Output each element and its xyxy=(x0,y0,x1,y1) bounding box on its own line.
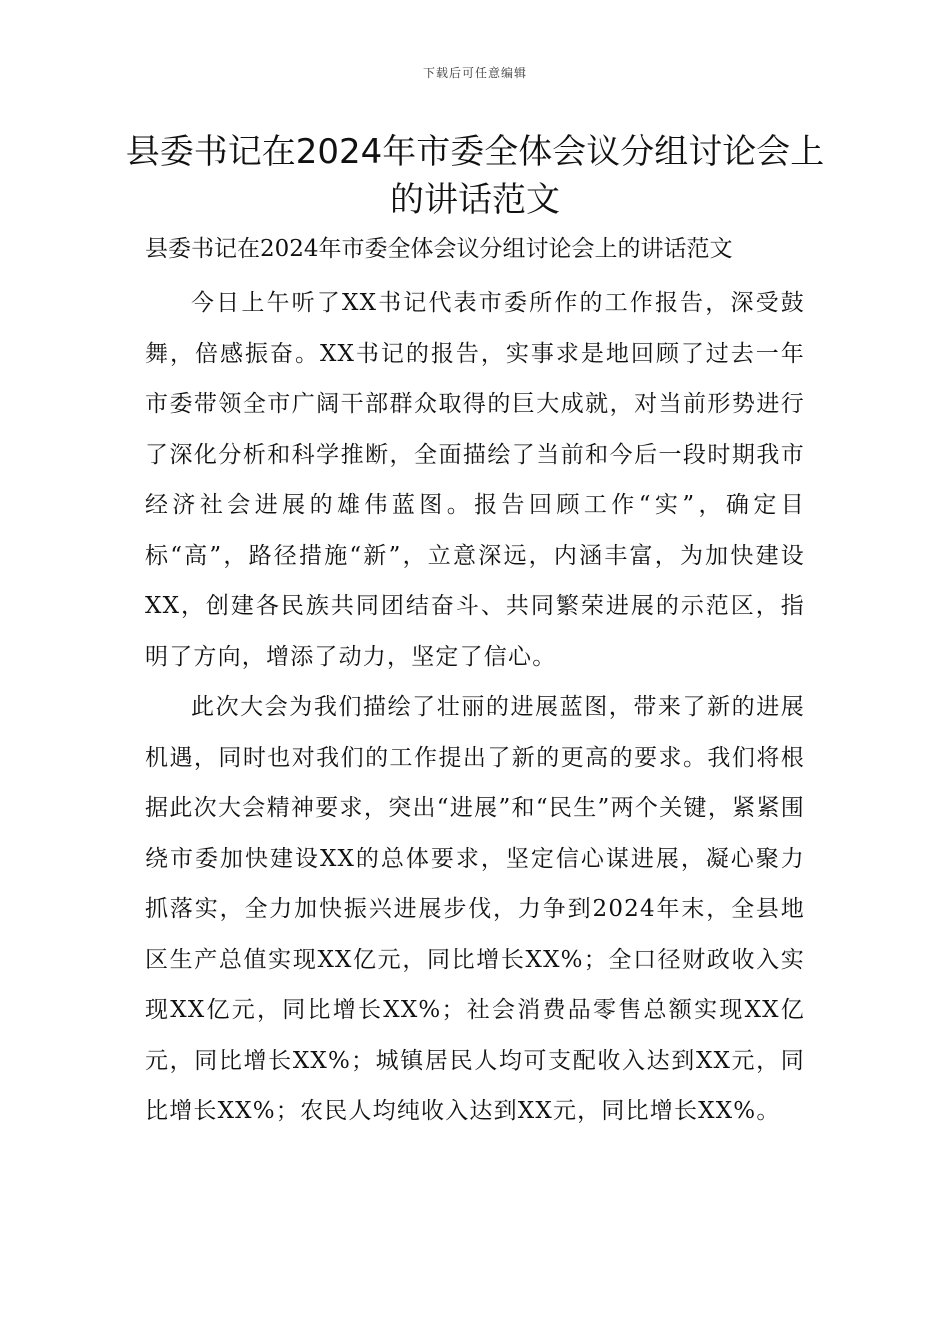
document-body xyxy=(145,278,805,1137)
paragraph: 此次大会为我们描绘了壮丽的进展蓝图，带来了新的进展机遇，同时也对我们的工作提出了新的更高的要求。我们将根据此次大会精神要求，突出“进展”和“民生”两个关键，紧紧围绕市委加快建设XX的总体要求，坚定信心谋进展，凝心聚力抓落实，全力加快振兴进展步伐，力争到2024年末，全县地区生产总值实现XX亿元，同比增长XX%；全口径财政收入实现XX亿元，同比增长XX%；社会消费品零售总额实现XX亿元，同比增长XX%；城镇居民人均可支配收入达到XX元，同比增长XX%；农民人均纯收入达到XX元，同比增长XX%。 xyxy=(145,694,805,1124)
paragraph: 今日上午听了XX书记代表市委所作的工作报告，深受鼓舞，倍感振奋。XX书记的报告，实事求是地回顾了过去一年市委带领全市广阔干部群众取得的巨大成就，对当前形势进行了深化分析和科学推断，全面描绘了当前和今后一段时期我市经济社会进展的雄伟蓝图。报告回顾工作“实”，确定目标“高”，路径措施“新”，立意深远，内涵丰富，为加快建设XX，创建各民族共同团结奋斗、共同繁荣进展的示范区，指明了方向，增添了动力，坚定了信心。 xyxy=(145,290,805,670)
document-subtitle: 县委书记在2024年市委全体会议分组讨论会上的讲话范文 xyxy=(145,236,733,262)
header-note: 下载后可任意编辑 xyxy=(422,66,527,80)
document-title: 县委书记在2024年市委全体会议分组讨论会上的讲话范文 xyxy=(125,132,825,220)
